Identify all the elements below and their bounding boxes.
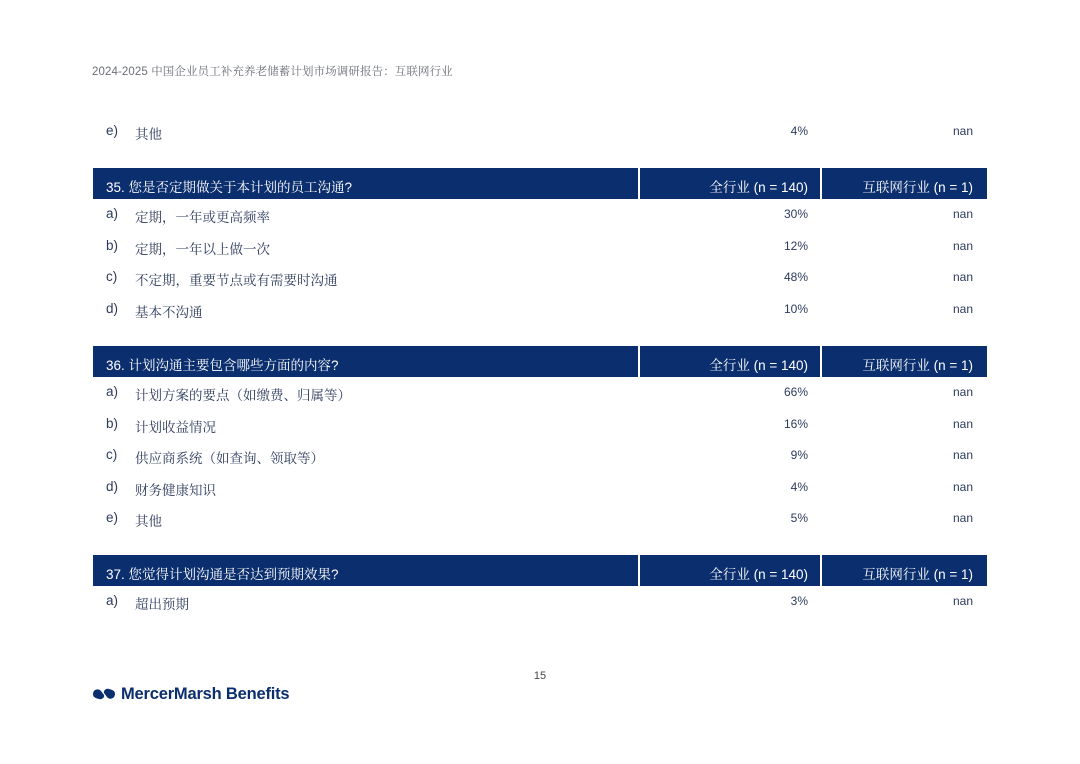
page-number: 15 xyxy=(533,670,547,682)
brand-name: MercerMarsh Benefits xyxy=(121,684,290,703)
internet-industry-value: nan xyxy=(952,301,973,316)
option-text: 计划方案的要点（如缴费、归属等） xyxy=(135,388,351,403)
all-industry-value: 12% xyxy=(783,238,808,253)
question-37 xyxy=(93,555,987,618)
column-divider xyxy=(638,555,640,586)
column-header-internet: 互联网行业 (n = 1) xyxy=(862,358,973,373)
column-header-internet: 互联网行业 (n = 1) xyxy=(862,567,973,582)
option-letter: c) xyxy=(106,447,118,462)
internet-industry-value: nan xyxy=(952,385,973,399)
table-row xyxy=(93,440,987,472)
all-industry-value: 30% xyxy=(783,207,808,221)
option-text: 计划收益情况 xyxy=(135,419,216,435)
table-row xyxy=(93,262,987,294)
all-industry-value: 4% xyxy=(790,479,808,494)
option-text: 财务健康知识 xyxy=(135,482,216,498)
column-divider xyxy=(638,168,640,199)
table-row xyxy=(93,377,987,409)
column-header-internet: 互联网行业 (n = 1) xyxy=(862,180,973,195)
internet-industry-value: nan xyxy=(952,511,973,525)
prev-question-continuation xyxy=(93,116,987,148)
table-row xyxy=(93,586,987,618)
option-text: 定期，一年以上做一次 xyxy=(135,241,270,257)
mercer-marsh-mark-icon xyxy=(92,687,116,701)
option-text: 不定期，重要节点或有需要时沟通 xyxy=(135,273,338,288)
option-text: 其他 xyxy=(135,514,162,529)
question-36 xyxy=(93,346,987,535)
option-letter: d) xyxy=(106,300,119,316)
option-letter: a) xyxy=(106,384,119,399)
option-text: 超出预期 xyxy=(135,597,189,612)
table-row xyxy=(93,199,987,231)
all-industry-value: 9% xyxy=(790,448,808,462)
all-industry-value: 10% xyxy=(783,301,808,316)
question-title: 35. 您是否定期做关于本计划的员工沟通? xyxy=(106,180,353,195)
option-letter: b) xyxy=(106,415,119,431)
table-row xyxy=(93,294,987,326)
all-industry-value: 5% xyxy=(790,511,808,525)
question-title: 37. 您觉得计划沟通是否达到预期效果? xyxy=(106,567,339,582)
table-row xyxy=(93,503,987,535)
option-letter: a) xyxy=(106,593,119,608)
option-letter: e) xyxy=(106,123,119,138)
column-header-all: 全行业 (n = 140) xyxy=(709,180,808,195)
question-header xyxy=(93,168,987,199)
internet-industry-value: nan xyxy=(952,416,973,431)
option-text: 定期，一年或更高频率 xyxy=(135,210,270,225)
column-divider xyxy=(638,346,640,377)
question-header xyxy=(93,555,987,586)
column-header-all: 全行业 (n = 140) xyxy=(709,358,808,373)
all-industry-value: 66% xyxy=(783,385,808,399)
question-35 xyxy=(93,168,987,325)
option-text: 供应商系统（如查询、领取等） xyxy=(135,451,324,466)
option-letter: e) xyxy=(106,510,119,525)
question-title: 36. 计划沟通主要包含哪些方面的内容? xyxy=(106,358,339,373)
internet-industry-value: nan xyxy=(952,448,973,462)
report-title: 2024-2025 中国企业员工补充养老储蓄计划市场调研报告：互联网行业 xyxy=(92,66,453,78)
column-divider xyxy=(820,168,822,199)
internet-industry-value: nan xyxy=(952,270,973,284)
footer-logo xyxy=(92,683,289,705)
internet-industry-value: nan xyxy=(952,124,973,138)
option-letter: c) xyxy=(106,269,118,284)
column-divider xyxy=(820,555,822,586)
internet-industry-value: nan xyxy=(952,479,973,494)
all-industry-value: 48% xyxy=(783,270,808,284)
question-header xyxy=(93,346,987,377)
table-row xyxy=(93,231,987,263)
all-industry-value: 3% xyxy=(790,594,808,608)
table-row xyxy=(93,472,987,504)
column-divider xyxy=(820,346,822,377)
internet-industry-value: nan xyxy=(952,594,973,608)
option-letter: d) xyxy=(106,478,119,494)
option-text: 其他 xyxy=(135,127,162,142)
internet-industry-value: nan xyxy=(952,238,973,253)
all-industry-value: 16% xyxy=(783,416,808,431)
all-industry-value: 4% xyxy=(790,124,808,138)
internet-industry-value: nan xyxy=(952,207,973,221)
table-row xyxy=(93,116,987,148)
option-letter: a) xyxy=(106,206,119,221)
option-text: 基本不沟通 xyxy=(135,304,203,320)
table-row xyxy=(93,409,987,441)
column-header-all: 全行业 (n = 140) xyxy=(709,567,808,582)
option-letter: b) xyxy=(106,237,119,253)
